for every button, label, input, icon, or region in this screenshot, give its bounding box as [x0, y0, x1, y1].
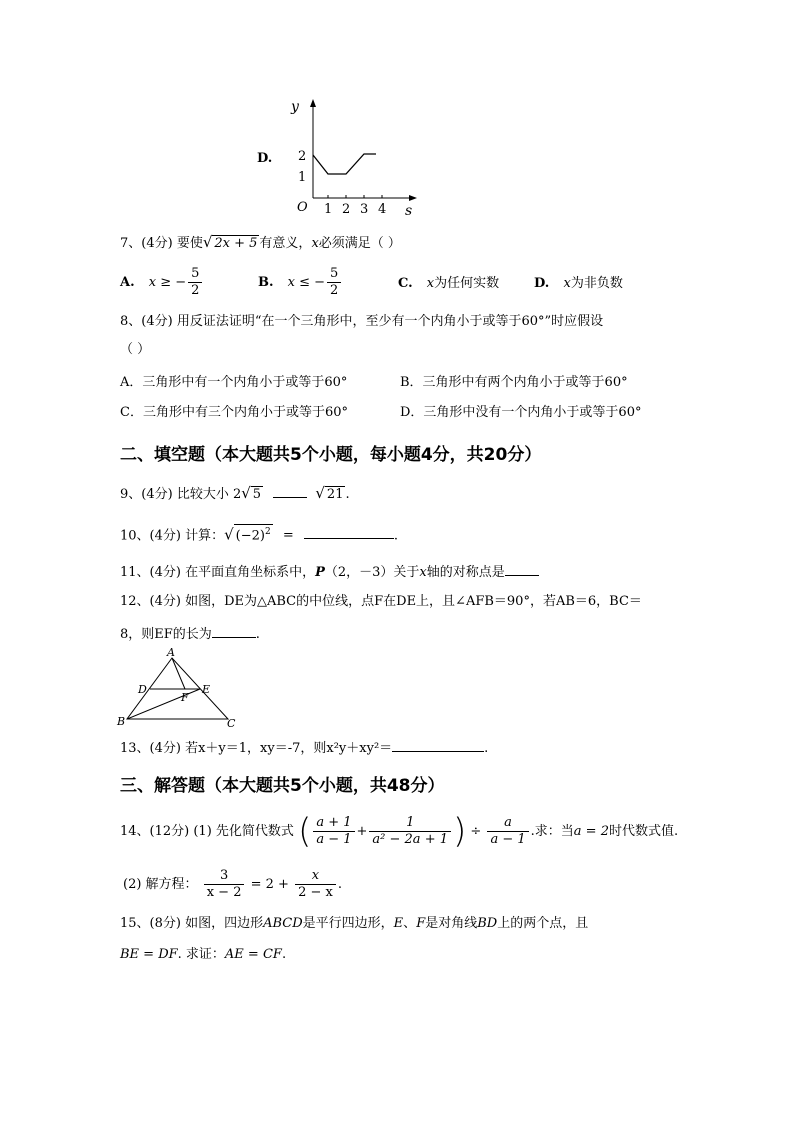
q12-line-1: 12、(4分) 如图，DE为△ABC的中位线，点F在DE上，且∠AFB＝90°，若AB＝6，BC＝: [120, 594, 642, 609]
x-tick-label-2: 2: [342, 202, 351, 217]
q13: [120, 737, 488, 758]
q14-fraction-2: $\frac{1}{\text{a² − 2a + 1}}$: [369, 815, 451, 848]
q7-option-d-label: D.: [534, 276, 550, 291]
origin-label: O: [297, 200, 308, 215]
vertex-b-label: B: [117, 715, 126, 728]
q7-stem-end: 必须满足（ ）: [318, 236, 401, 251]
q15-mid: 是平行四边形，: [302, 916, 394, 931]
q7-option-d[interactable]: [534, 275, 623, 293]
x-tick-label-4: 4: [378, 202, 387, 217]
q8-option-a[interactable]: A．三角形中有一个内角小于或等于60°: [120, 375, 348, 390]
q10-equals: =: [282, 528, 294, 544]
y-tick-label-1: 1: [298, 170, 307, 185]
q8-option-b[interactable]: B．三角形中有两个内角小于或等于60°: [400, 375, 628, 390]
q7-stem: 7、(4分) 要使√ 2x + 5 有意义，x必须满足（ ）: [120, 233, 401, 251]
q8-stem: 8、(4分) 用反证法证明“在一个三角形中，至少有一个内角小于或等于60°”时应假设: [120, 314, 604, 329]
q14-fraction-3: $\frac{a}{a - 1}$: [487, 815, 528, 848]
y-axis-arrow: [310, 99, 316, 107]
q14-part-2-end: .: [337, 877, 342, 892]
q6-option-d-graph: [285, 95, 420, 220]
q6-option-d-label: D.: [257, 151, 273, 166]
q12-triangle-figure: [115, 645, 245, 730]
x-axis-arrow: [409, 195, 417, 201]
q7-option-b-lhs: x ≤ −: [287, 275, 326, 290]
q15-bd: BD: [477, 916, 498, 931]
q14-part-2: [123, 868, 342, 901]
q7-option-d-var: x: [563, 276, 571, 291]
graph-line: [313, 154, 376, 174]
q10: 10、(4分) 计算：√ $(-2)^2$ = .: [120, 525, 399, 544]
q7-option-c-label: C.: [398, 276, 413, 291]
q12-end: .: [255, 627, 260, 642]
q7-option-a[interactable]: [120, 266, 204, 299]
segment-af: [172, 658, 185, 689]
q15-mid2: 是对角线: [425, 916, 478, 931]
point-f-label: F: [181, 691, 189, 704]
section-2-heading: 二、填空题（本大题共5个小题，每小题4分，共20分）: [120, 445, 542, 465]
q12-line-2-text: 8，则EF的长为: [120, 627, 212, 642]
q13-answer-blank[interactable]: [392, 737, 484, 752]
q15-e: E: [393, 916, 404, 931]
x-tick-label-3: 3: [360, 202, 369, 217]
section-3-heading: 三、解答题（本大题共5个小题，共48分）: [120, 776, 445, 796]
q15-pre: 15、(8分) 如图，四边形: [120, 916, 264, 931]
q14-divide: ÷: [470, 824, 482, 839]
q11-coords: （2，－3）关于: [324, 565, 420, 580]
q15-post: 上的两个点，且: [497, 916, 589, 931]
q12-answer-blank[interactable]: [212, 623, 256, 638]
q14-fraction-1: $\frac{a + 1}{a - 1}$: [313, 815, 354, 848]
q7-option-b-fraction: $\frac{5}{2}$: [327, 266, 341, 299]
q9-end: .: [345, 487, 350, 502]
q7-option-a-label: A.: [120, 275, 135, 290]
q14-post: .求：当: [530, 824, 574, 839]
q7-radicand: 2x + 5: [214, 236, 258, 251]
q15-f: F: [416, 916, 426, 931]
q7-option-c-var: x: [426, 276, 435, 291]
q12-line-2: [120, 623, 260, 644]
q11-point: P: [315, 565, 325, 580]
q10-answer-blank[interactable]: [304, 524, 394, 539]
q7-option-b-label: B.: [258, 275, 274, 290]
point-d-label: D: [138, 683, 147, 696]
q11-text: 11、(4分) 在平面直角坐标系中，: [120, 565, 316, 580]
point-e-label: E: [202, 683, 211, 696]
q15-line-1: [120, 915, 588, 933]
q7-option-a-lhs: x ≥ −: [148, 275, 187, 290]
x-axis-label: s: [405, 203, 413, 219]
q8-paren: （ ）: [120, 342, 151, 357]
q15-abcd: ABCD: [263, 916, 303, 931]
q14-part-1: 14、(12分) (1) 先化简代数式 ( $\frac{a + 1}{a - 1}$ + $\frac{1}{\text{a² − 2a + 1}}$ ) ÷ $\frac{a}{a - 1}$ .求：当a = 2时代数式值.: [120, 811, 679, 852]
q7-option-d-text: 为非负数: [570, 276, 623, 291]
q15-line-2: [120, 946, 286, 964]
q14-plus: +: [356, 824, 368, 839]
vertex-c-label: C: [227, 717, 236, 730]
q10-text: 10、(4分) 计算：: [120, 528, 225, 544]
y-axis-label: y: [291, 99, 299, 115]
q9-text: 9、(4分) 比较大小 2: [120, 487, 242, 502]
q15-given: BE = DF: [120, 947, 178, 962]
q9-radicand-1: 5: [252, 487, 262, 502]
q8-option-c[interactable]: C．三角形中有三个内角小于或等于60°: [120, 405, 348, 420]
x-tick-label-1: 1: [324, 202, 333, 217]
q8-option-d[interactable]: D．三角形中没有一个内角小于或等于60°: [400, 405, 642, 420]
q15-sep: 、: [403, 916, 417, 931]
q15-line-2-mid: . 求证：: [177, 947, 225, 962]
q14-equation-fraction-2: $\frac{x}{2 - x}$: [295, 868, 336, 901]
q7-option-a-fraction: $\frac{5}{2}$: [188, 266, 202, 299]
q10-end: .: [393, 528, 399, 544]
q11-post: 轴的对称点是: [426, 565, 505, 580]
q14-equation-mid: = 2 +: [250, 877, 289, 892]
q14-condition: a = 2: [573, 824, 609, 839]
q9-answer-blank[interactable]: [273, 483, 307, 498]
y-tick-label-2: 2: [298, 149, 307, 164]
q11: [120, 561, 539, 582]
q13-text: 13、(4分) 若x＋y＝1，xy＝-7，则x²y＋xy²＝: [120, 741, 393, 756]
q7-stem-post: 有意义，: [259, 236, 312, 251]
q11-answer-blank[interactable]: [505, 561, 539, 576]
q14-equation-fraction-1: $\frac{3}{x - 2}$: [204, 868, 245, 901]
q7-var: x: [311, 236, 319, 251]
q15-prove: AE = CF: [224, 947, 282, 962]
q7-option-c[interactable]: [398, 275, 499, 293]
q7-stem-pre: 7、(4分) 要使: [120, 236, 203, 251]
q11-axis: x: [419, 565, 427, 580]
vertex-a-label: A: [167, 646, 175, 659]
q9-radicand-2: 21: [326, 487, 344, 502]
q10-radicand: $(-2)^2$: [234, 524, 273, 543]
q15-line-2-end: .: [281, 947, 287, 962]
q13-end: .: [484, 741, 489, 756]
q14-end: 时代数式值.: [608, 824, 679, 839]
q7-option-c-text: 为任何实数: [434, 276, 500, 291]
q14-part-2-text: (2) 解方程：: [123, 877, 198, 892]
q7-option-b[interactable]: [258, 266, 343, 299]
q9: 9、(4分) 比较大小 2√ 5 √ 21 .: [120, 484, 350, 502]
q14-text: 14、(12分) (1) 先化简代数式: [120, 824, 294, 839]
